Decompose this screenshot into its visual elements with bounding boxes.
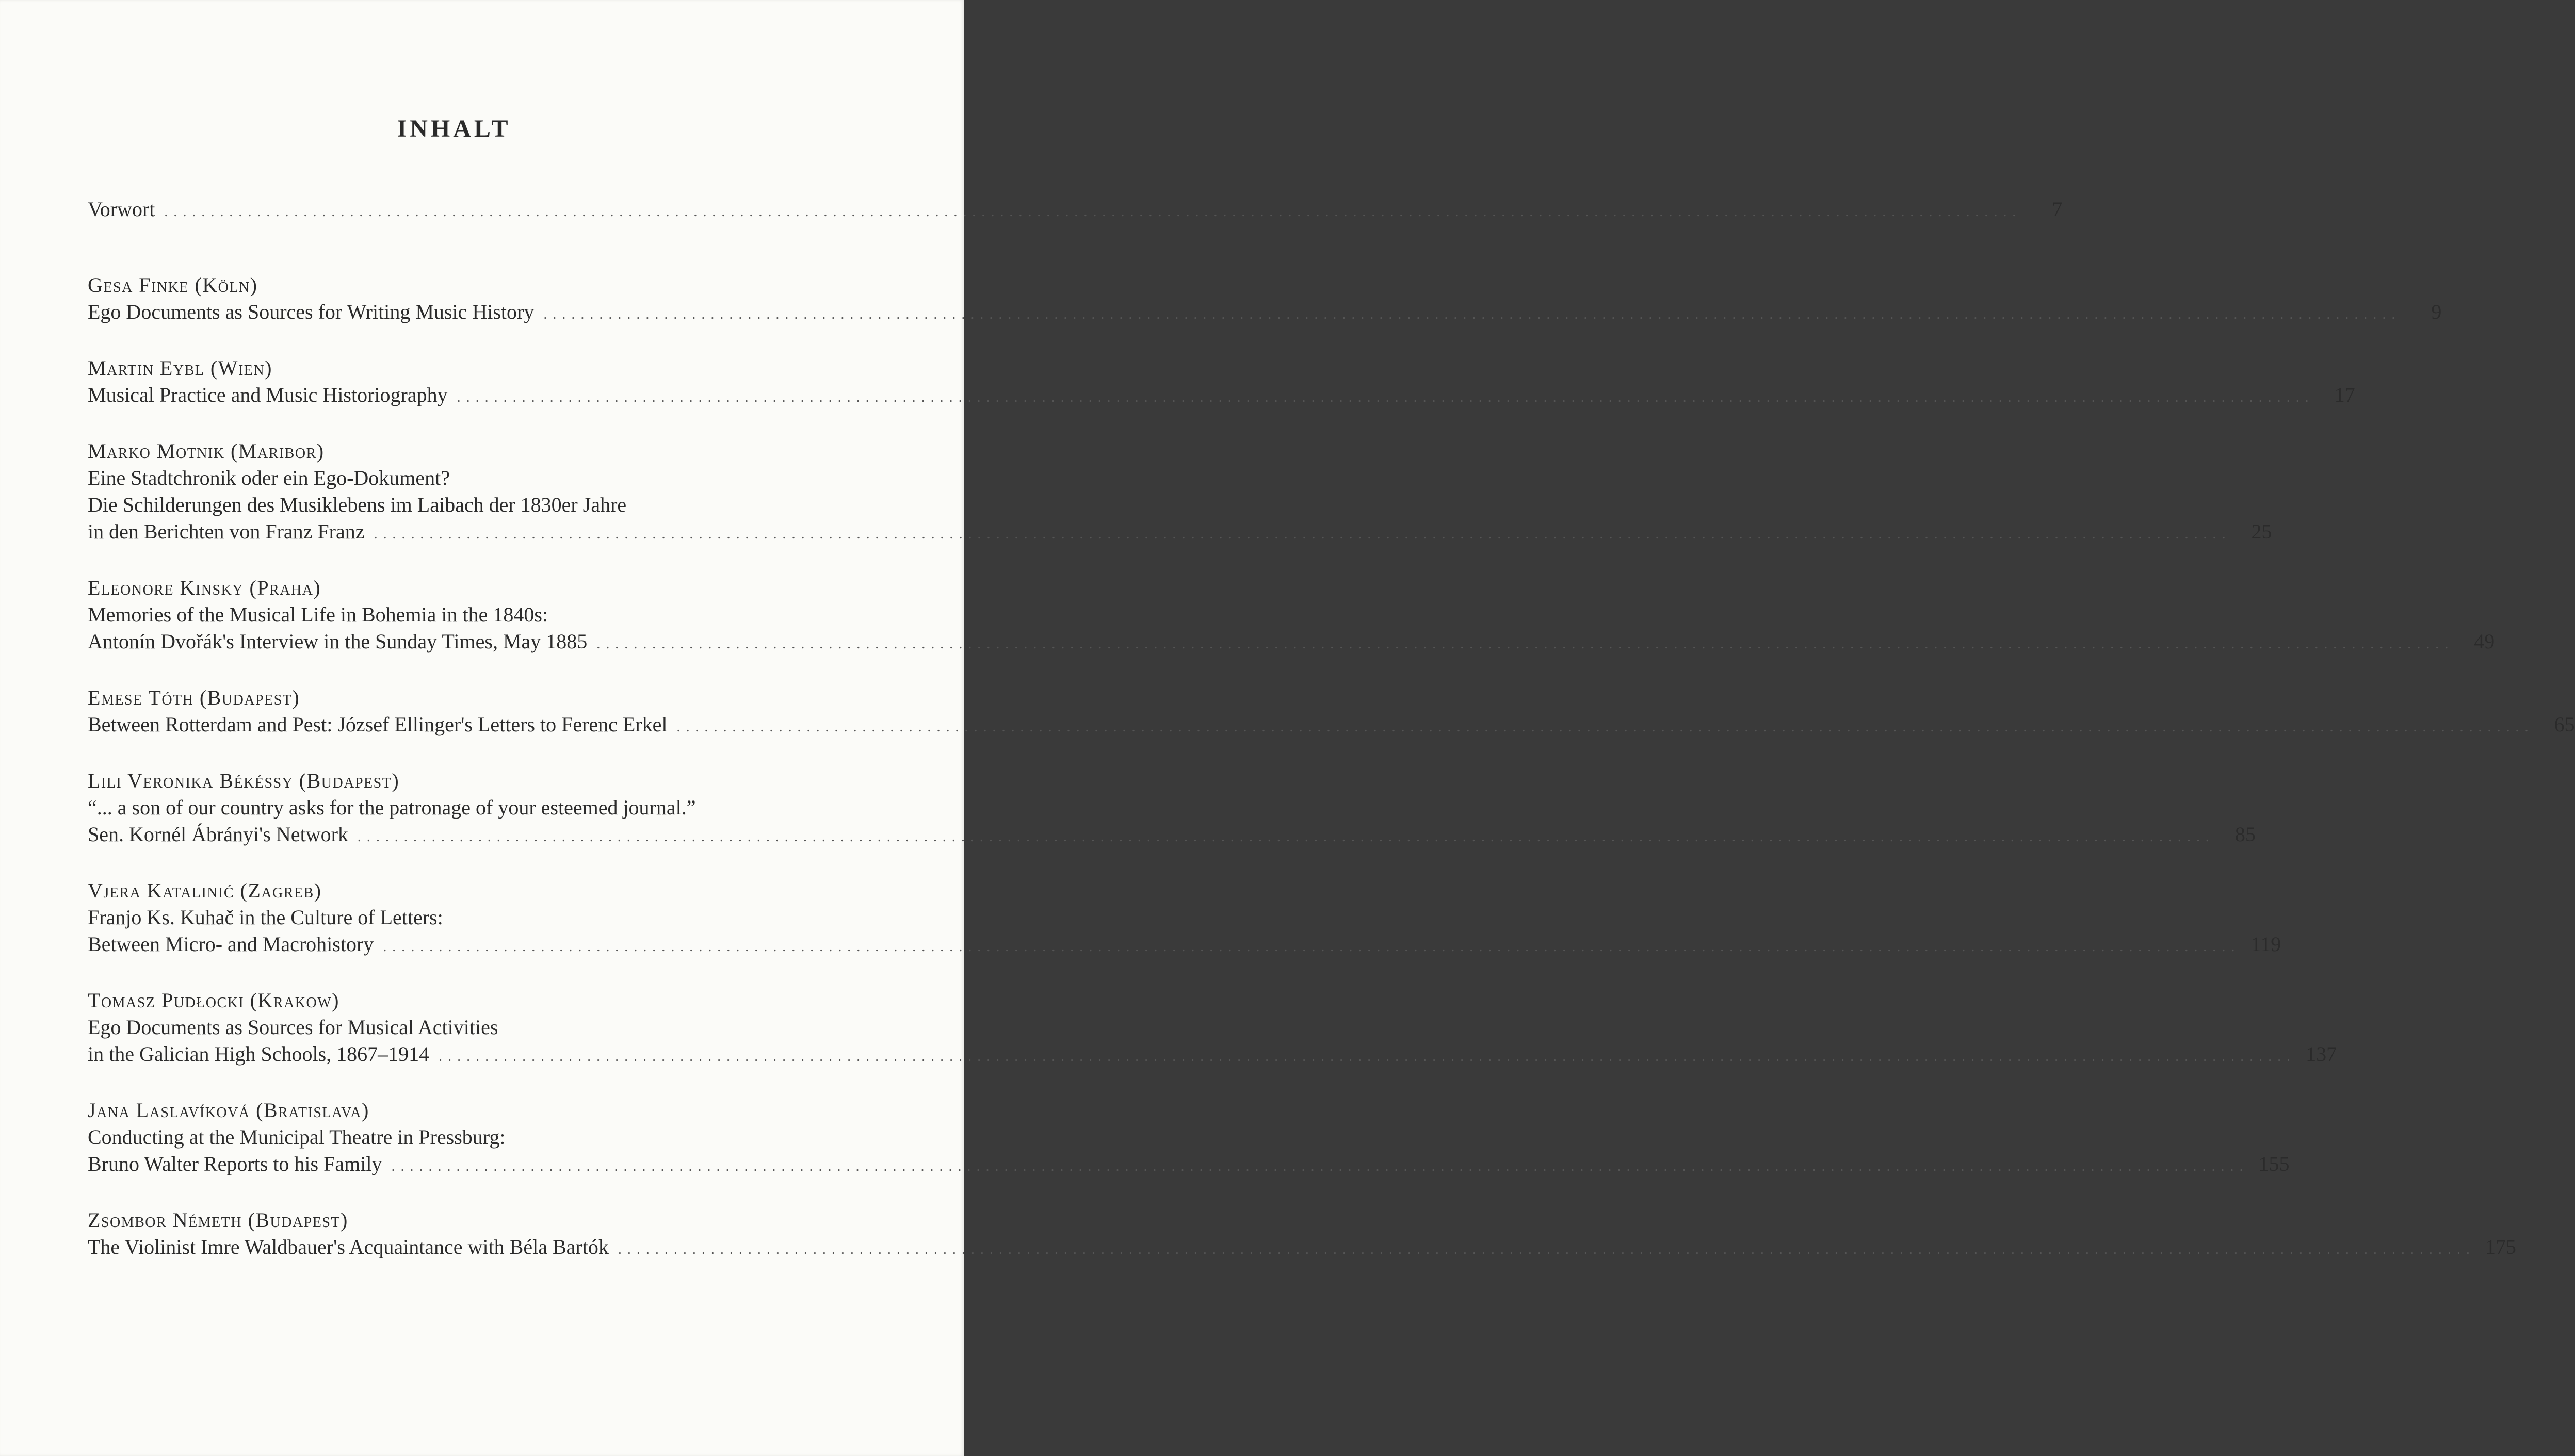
dot-leader: . . . . . . . . . . . . . . . . . . . . . . . . . . . . . . . . . . . . . . . . . . . . . . . . . . . . . . . . . . . . . . . . . . . . . . . . . . . . . . . . . . . . . . . . . . . . . . . . . . . . . . . . . . . . . . . . . . . . . . . . . . . . . . . . . . . . . . . . . . . . . . . . . . . . . . . . . . . . . . . . . . . . . . . . . . . . . . . . . . . . . . . . . . . . . . . . . . . . . . . . [164, 204, 2017, 220]
toc-author: Emese Tóth (Budapest) [88, 686, 300, 709]
toc-title-line [88, 601, 820, 628]
toc-title-line [88, 628, 2495, 658]
toc-title-line [88, 711, 2575, 741]
toc-entry [88, 767, 2256, 850]
toc-page-number: 119 [2250, 933, 2281, 956]
dot-leader: . . . . . . . . . . . . . . . . . . . . . . . . . . . . . . . . . . . . . . . . . . . . . . . . . . . . . . . . . . . . . . . . . . . . . . . . . . . . . . . . . . . . . . . . . . . . . . . . . . . . . . . . . . . . . . . . . . . . . . . . . . . . . . . . . . . . . . . . . . . . . . . . . . . . . . . . . . . . . . . . . . . . . . . . . . . . . . . . . . . . . . . . . . . . . . . . . . . . . . . . [374, 526, 2227, 542]
dot-leader: . . . . . . . . . . . . . . . . . . . . . . . . . . . . . . . . . . . . . . . . . . . . . . . . . . . . . . . . . . . . . . . . . . . . . . . . . . . . . . . . . . . . . . . . . . . . . . . . . . . . . . . . . . . . . . . . . . . . . . . . . . . . . . . . . . . . . . . . . . . . . . . . . . . . . . . . . . . . . . . . . . . . . . . . . . . . . . . . . . . . . . . . . . . . . . . . . . . . . . . . [357, 829, 2210, 845]
toc-entry [88, 1207, 2516, 1263]
toc-title-text: Memories of the Musical Life in Bohemia in the 1840s: [88, 603, 548, 626]
toc-entry [88, 684, 2575, 741]
toc-author: Jana Laslavíková (Bratislava) [88, 1099, 369, 1122]
toc-title-text: Musical Practice and Music Historiography [88, 383, 448, 406]
toc-page-number: 65 [2554, 713, 2575, 736]
toc-title-line [88, 465, 820, 492]
dot-leader: . . . . . . . . . . . . . . . . . . . . . . . . . . . . . . . . . . . . . . . . . . . . . . . . . . . . . . . . . . . . . . . . . . . . . . . . . . . . . . . . . . . . . . . . . . . . . . . . . . . . . . . . . . . . . . . . . . . . . . . . . . . . . . . . . . . . . . . . . . . . . . . . . . . . . . . . . . . . . . . . . . . . . . . . . . . . . . . . . . . . . . . . . . . . . . . . . . . . . . . . [676, 719, 2530, 735]
toc-title-text: Bruno Walter Reports to his Family [88, 1152, 382, 1175]
toc-page-number: 25 [2251, 520, 2272, 543]
toc-title-line [88, 931, 2281, 960]
dot-leader: . . . . . . . . . . . . . . . . . . . . . . . . . . . . . . . . . . . . . . . . . . . . . . . . . . . . . . . . . . . . . . . . . . . . . . . . . . . . . . . . . . . . . . . . . . . . . . . . . . . . . . . . . . . . . . . . . . . . . . . . . . . . . . . . . . . . . . . . . . . . . . . . . . . . . . . . . . . . . . . . . . . . . . . . . . . . . . . . . . . . . . . . . . . . . . . . . . . . . . . . [457, 389, 2310, 405]
toc-title-line [88, 492, 820, 518]
toc-author: Zsombor Németh (Budapest) [88, 1208, 348, 1232]
toc-title-text: The Violinist Imre Waldbauer's Acquaintance with Béla Bartók [88, 1235, 609, 1258]
toc-page-number: 85 [2234, 823, 2256, 846]
toc-author: Marko Motnik (Maribor) [88, 439, 325, 463]
toc-title-line [88, 1234, 2516, 1263]
toc-page-number: 175 [2485, 1235, 2516, 1258]
dot-leader: . . . . . . . . . . . . . . . . . . . . . . . . . . . . . . . . . . . . . . . . . . . . . . . . . . . . . . . . . . . . . . . . . . . . . . . . . . . . . . . . . . . . . . . . . . . . . . . . . . . . . . . . . . . . . . . . . . . . . . . . . . . . . . . . . . . . . . . . . . . . . . . . . . . . . . . . . . . . . . . . . . . . . . . . . . . . . . . . . . . . . . . . . . . . . . . . . . . . . . . . [543, 306, 2396, 322]
dot-leader: . . . . . . . . . . . . . . . . . . . . . . . . . . . . . . . . . . . . . . . . . . . . . . . . . . . . . . . . . . . . . . . . . . . . . . . . . . . . . . . . . . . . . . . . . . . . . . . . . . . . . . . . . . . . . . . . . . . . . . . . . . . . . . . . . . . . . . . . . . . . . . . . . . . . . . . . . . . . . . . . . . . . . . . . . . . . . . . . . . . . . . . . . . . . . . . . . . . . . . . . [439, 1049, 2292, 1065]
toc-title-line [88, 382, 2355, 411]
toc-title-line [88, 196, 2063, 225]
toc-entry [88, 196, 2063, 225]
toc-title-text: in den Berichten von Franz Franz [88, 520, 365, 543]
toc-author: Tomasz Pudłocki (Krakow) [88, 989, 339, 1012]
table-of-contents [88, 196, 2575, 1290]
toc-author: Eleonore Kinsky (Praha) [88, 576, 321, 599]
page-title: INHALT [397, 115, 511, 142]
dot-leader: . . . . . . . . . . . . . . . . . . . . . . . . . . . . . . . . . . . . . . . . . . . . . . . . . . . . . . . . . . . . . . . . . . . . . . . . . . . . . . . . . . . . . . . . . . . . . . . . . . . . . . . . . . . . . . . . . . . . . . . . . . . . . . . . . . . . . . . . . . . . . . . . . . . . . . . . . . . . . . . . . . . . . . . . . . . . . . . . . . . . . . . . . . . . . . . . . . . . . . . . [383, 939, 2236, 955]
toc-title-line [88, 1041, 2337, 1070]
toc-title-text: Ego Documents as Sources for Musical Activities [88, 1016, 498, 1039]
toc-title-text: Die Schilderungen des Musiklebens im Laibach der 1830er Jahre [88, 493, 627, 516]
toc-title-text: “... a son of our country asks for the patronage of your esteemed journal.” [88, 796, 696, 819]
toc-title-line [88, 821, 2256, 850]
toc-title-text: Ego Documents as Sources for Writing Music History [88, 300, 535, 323]
toc-title-text: Sen. Kornél Ábrányi's Network [88, 823, 348, 846]
toc-title-line [88, 904, 820, 931]
dot-leader: . . . . . . . . . . . . . . . . . . . . . . . . . . . . . . . . . . . . . . . . . . . . . . . . . . . . . . . . . . . . . . . . . . . . . . . . . . . . . . . . . . . . . . . . . . . . . . . . . . . . . . . . . . . . . . . . . . . . . . . . . . . . . . . . . . . . . . . . . . . . . . . . . . . . . . . . . . . . . . . . . . . . . . . . . . . . . . . . . . . . . . . . . . . . . . . . . . . . . . . . [596, 636, 2450, 652]
toc-title-text: Vorwort [88, 198, 155, 221]
toc-title-line [88, 794, 820, 821]
toc-entry [88, 877, 2281, 960]
toc-page-number: 9 [2431, 300, 2442, 323]
toc-title-line [88, 518, 2272, 548]
toc-author: Martin Eybl (Wien) [88, 356, 272, 380]
toc-title-text: Eine Stadtchronik oder ein Ego-Dokument? [88, 466, 450, 489]
toc-title-line [88, 1014, 820, 1041]
toc-entry [88, 438, 2272, 548]
toc-author: Lili Veronika Békéssy (Budapest) [88, 769, 400, 792]
toc-title-line [88, 299, 2442, 328]
toc-title-text: Conducting at the Municipal Theatre in Pressburg: [88, 1125, 506, 1149]
toc-title-text: in the Galician High Schools, 1867–1914 [88, 1042, 430, 1066]
toc-title-line [88, 1124, 820, 1151]
toc-author: Gesa Finke (Köln) [88, 273, 258, 297]
toc-page-number: 155 [2258, 1152, 2290, 1175]
toc-entry [88, 355, 2355, 411]
toc-page-number: 137 [2306, 1042, 2337, 1066]
toc-entry [88, 1097, 2290, 1180]
toc-author: Vjera Katalinić (Zagreb) [88, 879, 322, 902]
toc-title-line [88, 1151, 2290, 1180]
dot-leader: . . . . . . . . . . . . . . . . . . . . . . . . . . . . . . . . . . . . . . . . . . . . . . . . . . . . . . . . . . . . . . . . . . . . . . . . . . . . . . . . . . . . . . . . . . . . . . . . . . . . . . . . . . . . . . . . . . . . . . . . . . . . . . . . . . . . . . . . . . . . . . . . . . . . . . . . . . . . . . . . . . . . . . . . . . . . . . . . . . . . . . . . . . . . . . . . . . . . . . . . [391, 1158, 2244, 1174]
toc-page-number: 7 [2052, 198, 2063, 221]
toc-entry [88, 987, 2337, 1070]
toc-title-text: Between Micro- and Macrohistory [88, 933, 374, 956]
toc-entry [88, 272, 2442, 328]
toc-entry [88, 575, 2495, 658]
toc-page-number: 17 [2334, 383, 2355, 406]
toc-page-number: 49 [2474, 630, 2495, 653]
dot-leader: . . . . . . . . . . . . . . . . . . . . . . . . . . . . . . . . . . . . . . . . . . . . . . . . . . . . . . . . . . . . . . . . . . . . . . . . . . . . . . . . . . . . . . . . . . . . . . . . . . . . . . . . . . . . . . . . . . . . . . . . . . . . . . . . . . . . . . . . . . . . . . . . . . . . . . . . . . . . . . . . . . . . . . . . . . . . . . . . . . . . . . . . . . . . . . . . . . . . . . . . [618, 1241, 2471, 1257]
toc-title-text: Between Rotterdam and Pest: József Ellinger's Letters to Ferenc Erkel [88, 713, 668, 736]
toc-title-text: Antonín Dvořák's Interview in the Sunday Times, May 1885 [88, 630, 588, 653]
toc-title-text: Franjo Ks. Kuhač in the Culture of Letters: [88, 906, 443, 929]
